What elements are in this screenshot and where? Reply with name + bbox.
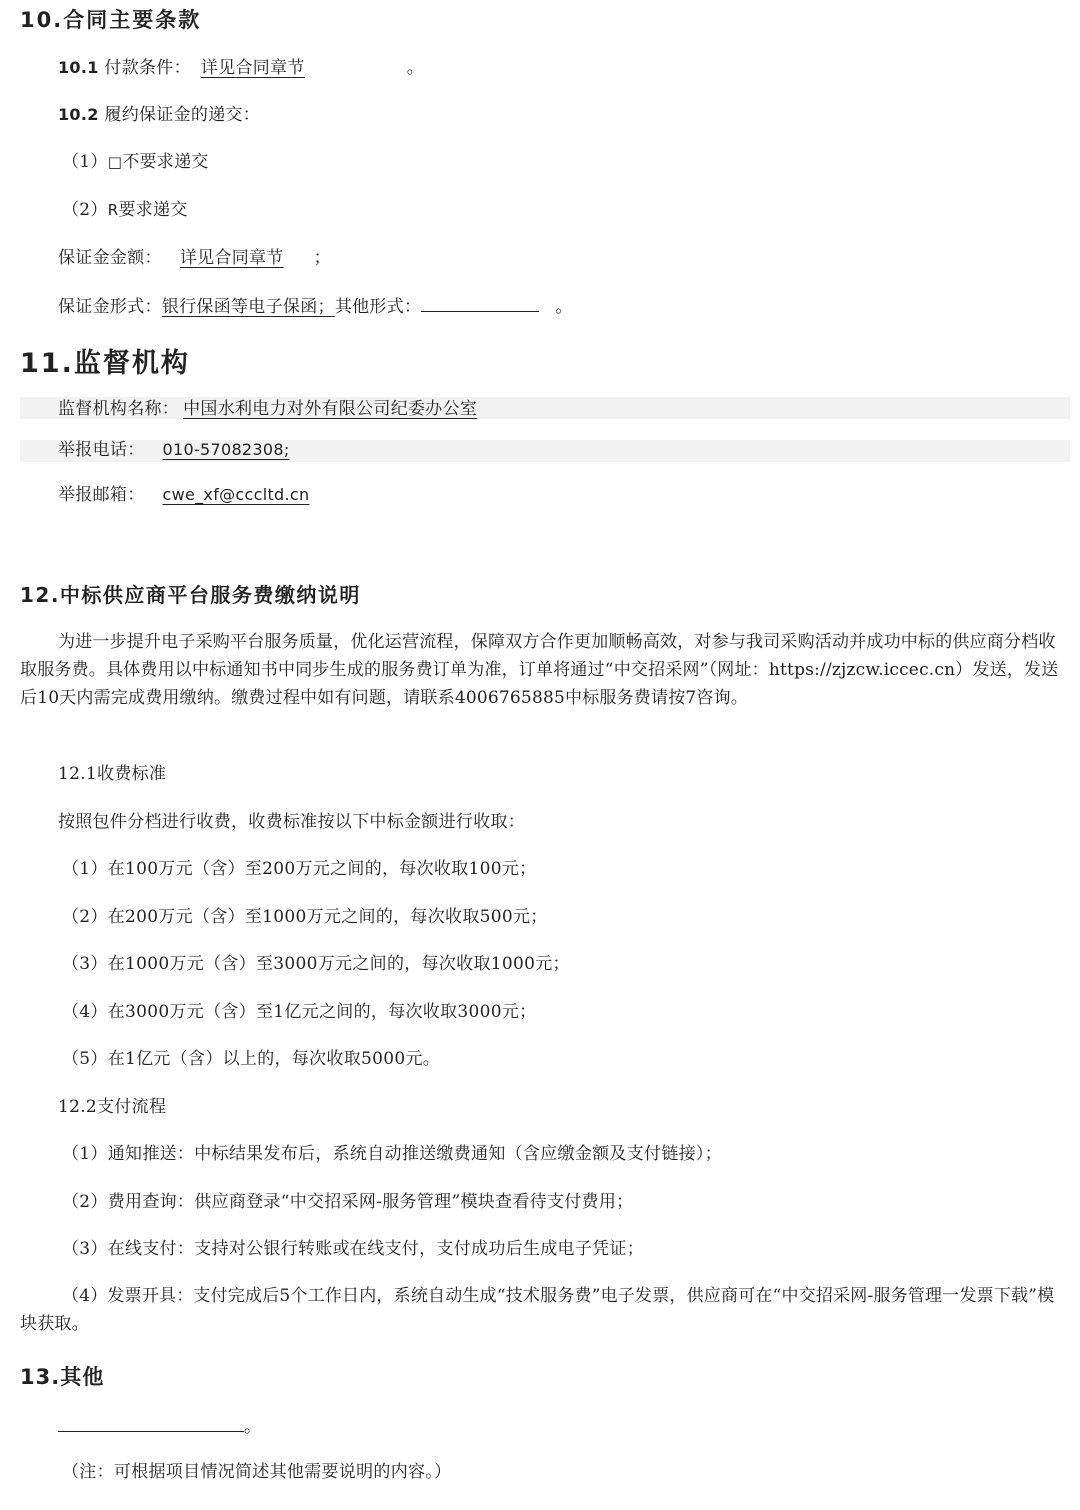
checkbox-icon: □ (107, 153, 123, 171)
note-text: （注：可根据项目情况简述其他需要说明的内容。） (62, 1462, 452, 1482)
period: 。 (244, 1417, 262, 1437)
other-blank-row (58, 1413, 261, 1439)
bond-form-row (58, 293, 573, 319)
semicolon: ； (313, 248, 331, 268)
supervisor-name-label: 监督机构名称： (58, 399, 180, 419)
service-fee-intro: 为进一步提升电子采购平台服务质量，优化运营流程，保障双方合作更加顺畅高效，对参与我司采购活动并成功中标的供应商分档收取服务费。具体费用以中标通知书中同步生成的服务费订单为准，订单将通过“中交招采网”（网址：https://zjzcw.iccec.cn）发送，发送后10天内需完成费用缴纳。缴费过程中如有问题，请联系4006765885中标服务费请按7咨询。 (20, 632, 1059, 708)
performance-bond-label: 履约保证金的递交： (104, 105, 261, 125)
report-phone-label: 举报电话： (58, 440, 145, 460)
supervisor-name-value: 中国水利电力对外有限公司纪委办公室 (183, 399, 478, 419)
period: 。 (555, 297, 573, 317)
fee-tier: （5）在1亿元（含）以上的，每次收取5000元。 (62, 1049, 441, 1069)
payment-step: （4）发票开具：支付完成后5个工作日内，系统自动生成“技术服务费”电子发票，供应商可在“中交招采网-服务管理一发票下载”模块获取。 (20, 1286, 1055, 1334)
payment-step: （3）在线支付：支持对公银行转账或在线支付，支付成功后生成电子凭证； (62, 1239, 645, 1259)
section-12-title: 12.中标供应商平台服务费缴纳说明 (20, 583, 361, 607)
payment-step: （2）费用查询：供应商登录“中交招采网-服务管理”模块查看待支付费用； (62, 1192, 634, 1212)
payment-terms-value: 详见合同章节 (200, 58, 305, 78)
payment-terms-label: 付款条件： (104, 58, 191, 78)
other-form-label: 其他形式： (334, 297, 422, 317)
payment-process-title: 12.2支付流程 (58, 1097, 167, 1117)
report-email-label: 举报邮箱： (58, 485, 145, 505)
fee-tier: （2）在200万元（含）至1000万元之间的，每次收取500元； (62, 907, 548, 927)
bond-amount-row (58, 246, 331, 270)
option-label: 不要求递交 (122, 152, 209, 172)
bond-form-label: 保证金形式： (58, 297, 162, 317)
option-submit (62, 198, 188, 222)
option-prefix: （2） (62, 200, 108, 220)
fee-tier: （3）在1000万元（含）至3000万元之间的，每次收取1000元； (62, 954, 570, 974)
option-prefix: （1） (62, 152, 108, 172)
option-no-submit (62, 150, 209, 174)
bond-amount-label: 保证金金额： (58, 248, 162, 268)
item-number: 10.1 (58, 58, 99, 77)
period: 。 (406, 58, 425, 78)
report-email-row (58, 483, 309, 507)
performance-bond-row (58, 103, 260, 127)
report-phone-value: 010-57082308; (162, 440, 290, 459)
section-11-title: 11.监督机构 (20, 348, 190, 379)
fee-tier: （4）在3000万元（含）至1亿元之间的，每次收取3000元； (62, 1002, 537, 1022)
option-label: 要求递交 (118, 200, 188, 220)
report-email-value: cwe_xf@cccltd.cn (162, 485, 310, 504)
other-form-blank (421, 293, 539, 312)
payment-step: （1）通知推送：中标结果发布后，系统自动推送缴费通知（含应缴金额及支付链接）； (62, 1144, 723, 1164)
fee-standard-title: 12.1收费标准 (58, 764, 167, 784)
report-phone-row (58, 438, 378, 462)
other-blank (58, 1413, 244, 1432)
supervisor-name-row (58, 397, 487, 421)
section-10-title: 10.合同主要条款 (20, 8, 202, 32)
payment-terms-row (58, 56, 424, 80)
item-number: 10.2 (58, 105, 99, 124)
checked-mark-icon: R (107, 201, 119, 219)
bond-form-value: 银行保函等电子保函； (161, 297, 335, 317)
section-13-title: 13.其他 (20, 1365, 105, 1389)
bond-amount-value: 详见合同章节 (179, 248, 284, 268)
fee-standard-desc: 按照包件分档进行收费，收费标准按以下中标金额进行收取： (58, 812, 526, 832)
fee-tier: （1）在100万元（含）至200万元之间的，每次收取100元； (62, 859, 537, 879)
